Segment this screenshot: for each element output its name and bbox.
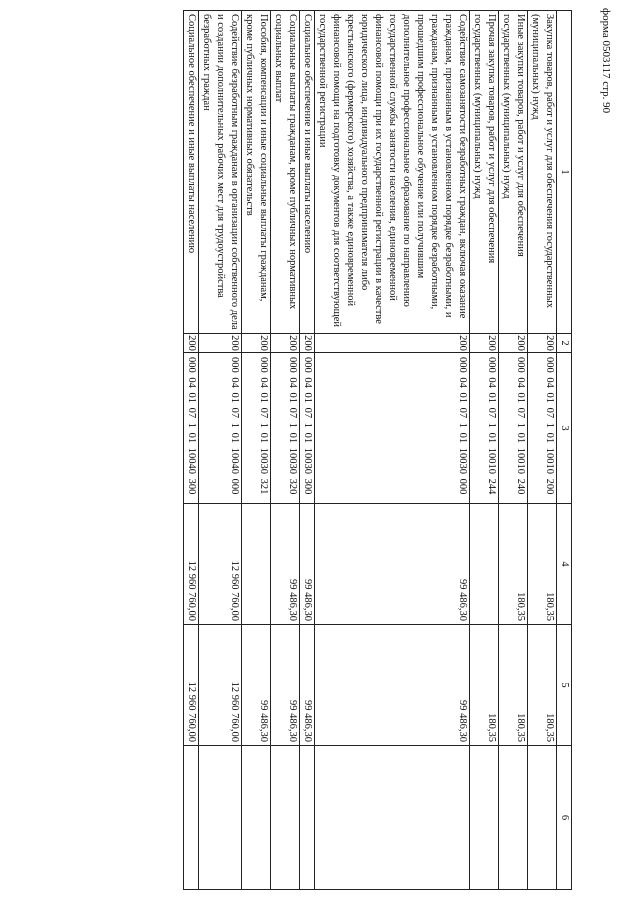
row-name: Содействие самозанятости безработных граждан, включая оказание гражданам, признанным в установленном порядке безработными, и гражданам, признанным в установленном порядке безработными, прошедшим профессиональное обучение или получившим дополнительное профессиональное образование по направлению государственной службы занятости населения, единовременной финансовой помощи при их государственной регистрации в качестве юридического лица, индивидуального предпринимателя либо крестьянского (фермерского) хозяйства, а также единовременной финансовой помощи на подготовку документов для соответствующей государственной регистрации: [315, 11, 470, 334]
row-budget-classification: 000 04 01 07 1 01 10030 000: [315, 353, 470, 504]
row-value-col4: [470, 504, 499, 625]
row-name: Содействие безработным гражданам в организации собственного дела и создании дополнительных рабочих мест для трудоустройства безработных граждан: [199, 11, 242, 334]
row-value-col5: 99 486,30: [242, 625, 271, 746]
row-value-col5: 180,35: [528, 625, 557, 746]
table-row: [184, 11, 199, 890]
column-header-4: 4: [557, 504, 572, 625]
row-budget-classification: 000 04 01 07 1 01 10030 321: [242, 353, 271, 504]
row-line-code: 200: [470, 334, 499, 353]
table-row: [315, 11, 470, 890]
row-line-code: 200: [199, 334, 242, 353]
row-line-code: 200: [271, 334, 300, 353]
row-value-col6: [528, 746, 557, 890]
row-line-code: 200: [300, 334, 315, 353]
form-number-label: [592, 8, 622, 148]
table-row: [470, 11, 499, 890]
row-value-col4: [242, 504, 271, 625]
row-value-col5: 180,35: [470, 625, 499, 746]
table-row: [271, 11, 300, 890]
report-sheet: [48, 10, 572, 890]
row-budget-classification: 000 04 01 07 1 01 10030 320: [271, 353, 300, 504]
row-value-col4: 12 960 760,00: [199, 504, 242, 625]
row-value-col4: 99 486,30: [271, 504, 300, 625]
row-value-col6: [300, 746, 315, 890]
row-name: Социальные выплаты гражданам, кроме публичных нормативных социальных выплат: [271, 11, 300, 334]
row-value-col5: 12 960 760,00: [199, 625, 242, 746]
row-name: Закупка товаров, работ и услуг для обеспечения государственных (муниципальных) нужд: [528, 11, 557, 334]
row-value-col6: [184, 746, 199, 890]
row-value-col4: 180,35: [499, 504, 528, 625]
row-value-col5: 99 486,30: [300, 625, 315, 746]
row-line-code: 200: [315, 334, 470, 353]
form-number-text: форма 0503117 стр. 90: [600, 8, 612, 114]
row-budget-classification: 000 04 01 07 1 01 10040 300: [184, 353, 199, 504]
row-line-code: 200: [528, 334, 557, 353]
column-header-6: 6: [557, 746, 572, 890]
row-value-col6: [242, 746, 271, 890]
report-table: [183, 10, 572, 890]
column-number-row: [557, 11, 572, 890]
table-row: [199, 11, 242, 890]
table-row: [242, 11, 271, 890]
table-row: [528, 11, 557, 890]
row-name: Иные закупки товаров, работ и услуг для обеспечения государственных (муниципальных) нужд: [499, 11, 528, 334]
column-header-1: 1: [557, 11, 572, 334]
row-name: Социальное обеспечение и иные выплаты населению: [184, 11, 199, 334]
row-budget-classification: 000 04 01 07 1 01 10010 240: [499, 353, 528, 504]
table-row: [499, 11, 528, 890]
column-header-2: 2: [557, 334, 572, 353]
row-value-col6: [499, 746, 528, 890]
row-value-col6: [315, 746, 470, 890]
rotated-report-table-wrapper: [48, 10, 572, 890]
row-value-col4: 180,35: [528, 504, 557, 625]
row-budget-classification: 000 04 01 07 1 01 10010 200: [528, 353, 557, 504]
row-budget-classification: 000 04 01 07 1 01 10010 244: [470, 353, 499, 504]
column-header-5: 5: [557, 625, 572, 746]
column-header-3: 3: [557, 353, 572, 504]
row-value-col4: 12 960 760,00: [184, 504, 199, 625]
table-row: [300, 11, 315, 890]
row-line-code: 200: [499, 334, 528, 353]
row-line-code: 200: [242, 334, 271, 353]
row-name: Социальное обеспечение и иные выплаты населению: [300, 11, 315, 334]
row-value-col5: 180,35: [499, 625, 528, 746]
row-value-col4: 99 486,30: [300, 504, 315, 625]
row-value-col4: 99 486,30: [315, 504, 470, 625]
row-line-code: 200: [184, 334, 199, 353]
row-value-col5: 12 960 760,00: [184, 625, 199, 746]
row-name: Пособия, компенсации и иные социальные выплаты гражданам, кроме публичных нормативных обязательств: [242, 11, 271, 334]
row-value-col5: 99 486,30: [315, 625, 470, 746]
row-budget-classification: 000 04 01 07 1 01 10030 300: [300, 353, 315, 504]
row-value-col6: [271, 746, 300, 890]
row-value-col6: [470, 746, 499, 890]
row-budget-classification: 000 04 01 07 1 01 10040 000: [199, 353, 242, 504]
row-value-col5: 99 486,30: [271, 625, 300, 746]
row-value-col6: [199, 746, 242, 890]
row-name: Прочая закупка товаров, работ и услуг для обеспечения государственных (муниципальных) нужд: [470, 11, 499, 334]
